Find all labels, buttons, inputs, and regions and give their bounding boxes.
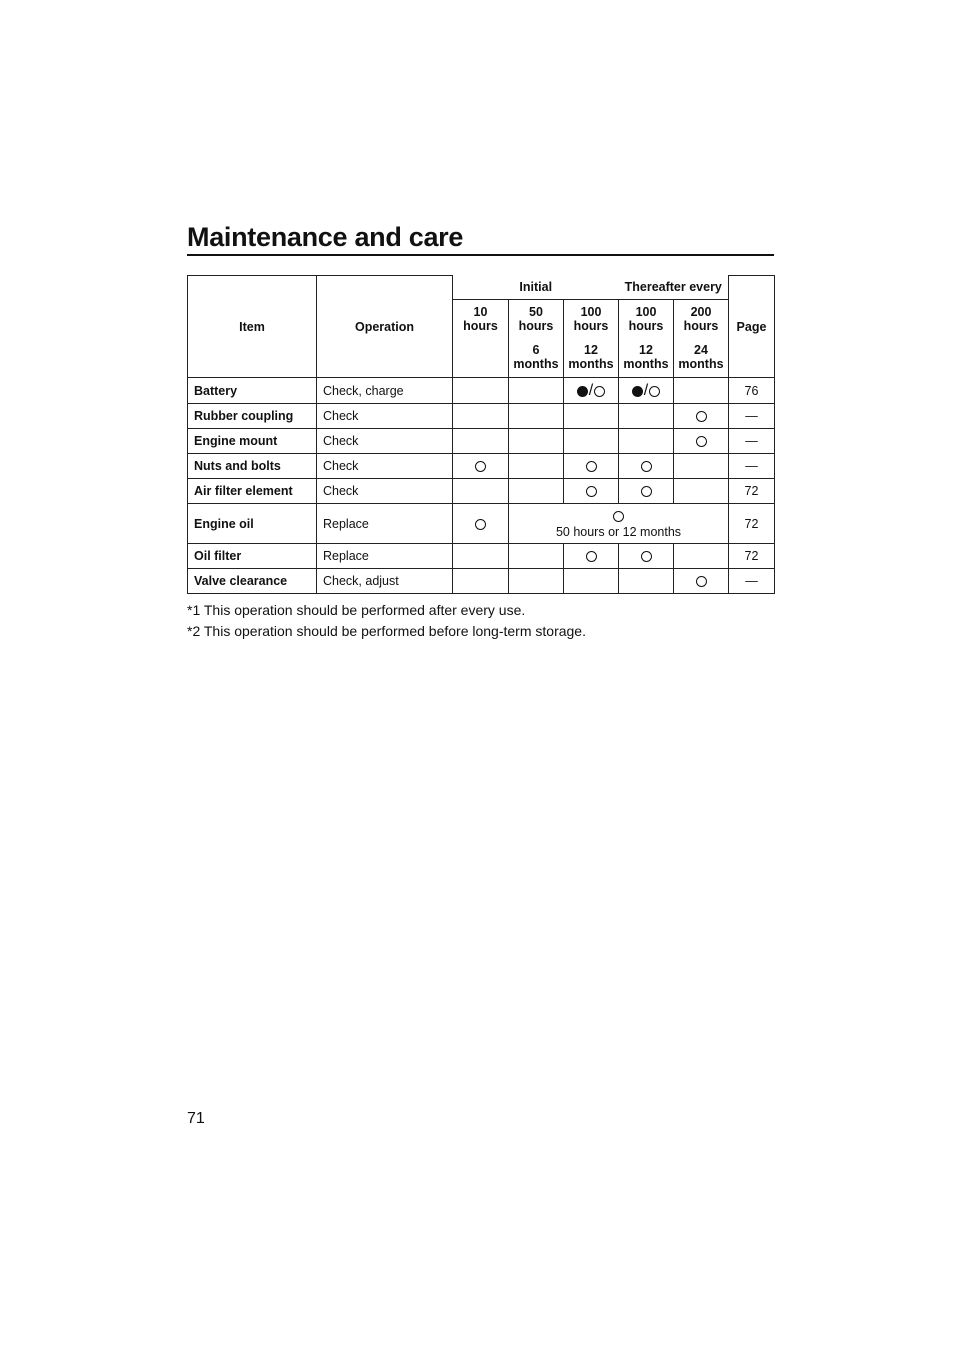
filled-open-circle-icon: / (619, 378, 674, 404)
header-100-hours-initial: 100 hours (564, 300, 619, 338)
row-item: Battery (188, 378, 317, 404)
circle-icon (674, 404, 729, 429)
row-item: Engine mount (188, 429, 317, 454)
header-12-months-every: 12 months (619, 338, 674, 378)
row-item: Rubber coupling (188, 404, 317, 429)
row-page: 72 (729, 504, 775, 544)
row-operation: Check (317, 479, 453, 504)
footnote-1: *1 This operation should be performed after every use. (187, 602, 526, 618)
circle-icon (619, 479, 674, 504)
header-200-hours: 200 hours (674, 300, 729, 338)
row-page: 72 (729, 544, 775, 569)
filled-open-circle-icon: / (564, 378, 619, 404)
row-item: Oil filter (188, 544, 317, 569)
header-thereafter: Thereafter every (619, 276, 729, 300)
header-6-months: 6 months (509, 338, 564, 378)
row-operation: Replace (317, 504, 453, 544)
row-page: — (729, 404, 775, 429)
header-item: Item (188, 276, 317, 378)
title-rule (187, 254, 774, 256)
header-12-months-initial: 12 months (564, 338, 619, 378)
row-page: — (729, 454, 775, 479)
header-24-months: 24 months (674, 338, 729, 378)
circle-icon (564, 454, 619, 479)
row-page: — (729, 429, 775, 454)
row-operation: Check, adjust (317, 569, 453, 594)
interval-cell (509, 504, 729, 544)
circle-icon (619, 544, 674, 569)
circle-icon (453, 454, 509, 479)
row-operation: Check (317, 429, 453, 454)
row-operation: Check, charge (317, 378, 453, 404)
row-item: Engine oil (188, 504, 317, 544)
circle-icon (674, 569, 729, 594)
page-number: 71 (187, 1110, 205, 1127)
page-title: Maintenance and care (187, 222, 464, 252)
row-operation: Check (317, 454, 453, 479)
footnote-2: *2 This operation should be performed before long-term storage. (187, 623, 586, 639)
header-10-hours: 10 hours (453, 300, 509, 338)
header-initial: Initial (453, 276, 619, 300)
row-page: — (729, 569, 775, 594)
circle-icon (613, 511, 624, 522)
header-page: Page (729, 276, 775, 378)
interval-note: 50 hours or 12 months (555, 524, 682, 539)
header-operation: Operation (317, 276, 453, 378)
row-item: Air filter element (188, 479, 317, 504)
row-page: 72 (729, 479, 775, 504)
row-item: Nuts and bolts (188, 454, 317, 479)
row-page: 76 (729, 378, 775, 404)
row-operation: Replace (317, 544, 453, 569)
circle-icon (619, 454, 674, 479)
maintenance-table (187, 275, 775, 594)
header-100-hours-every: 100 hours (619, 300, 674, 338)
circle-icon (564, 479, 619, 504)
circle-icon (564, 544, 619, 569)
header-50-hours: 50 hours (509, 300, 564, 338)
header-blank (453, 338, 509, 378)
circle-icon (453, 504, 509, 544)
row-item: Valve clearance (188, 569, 317, 594)
row-operation: Check (317, 404, 453, 429)
circle-icon (674, 429, 729, 454)
